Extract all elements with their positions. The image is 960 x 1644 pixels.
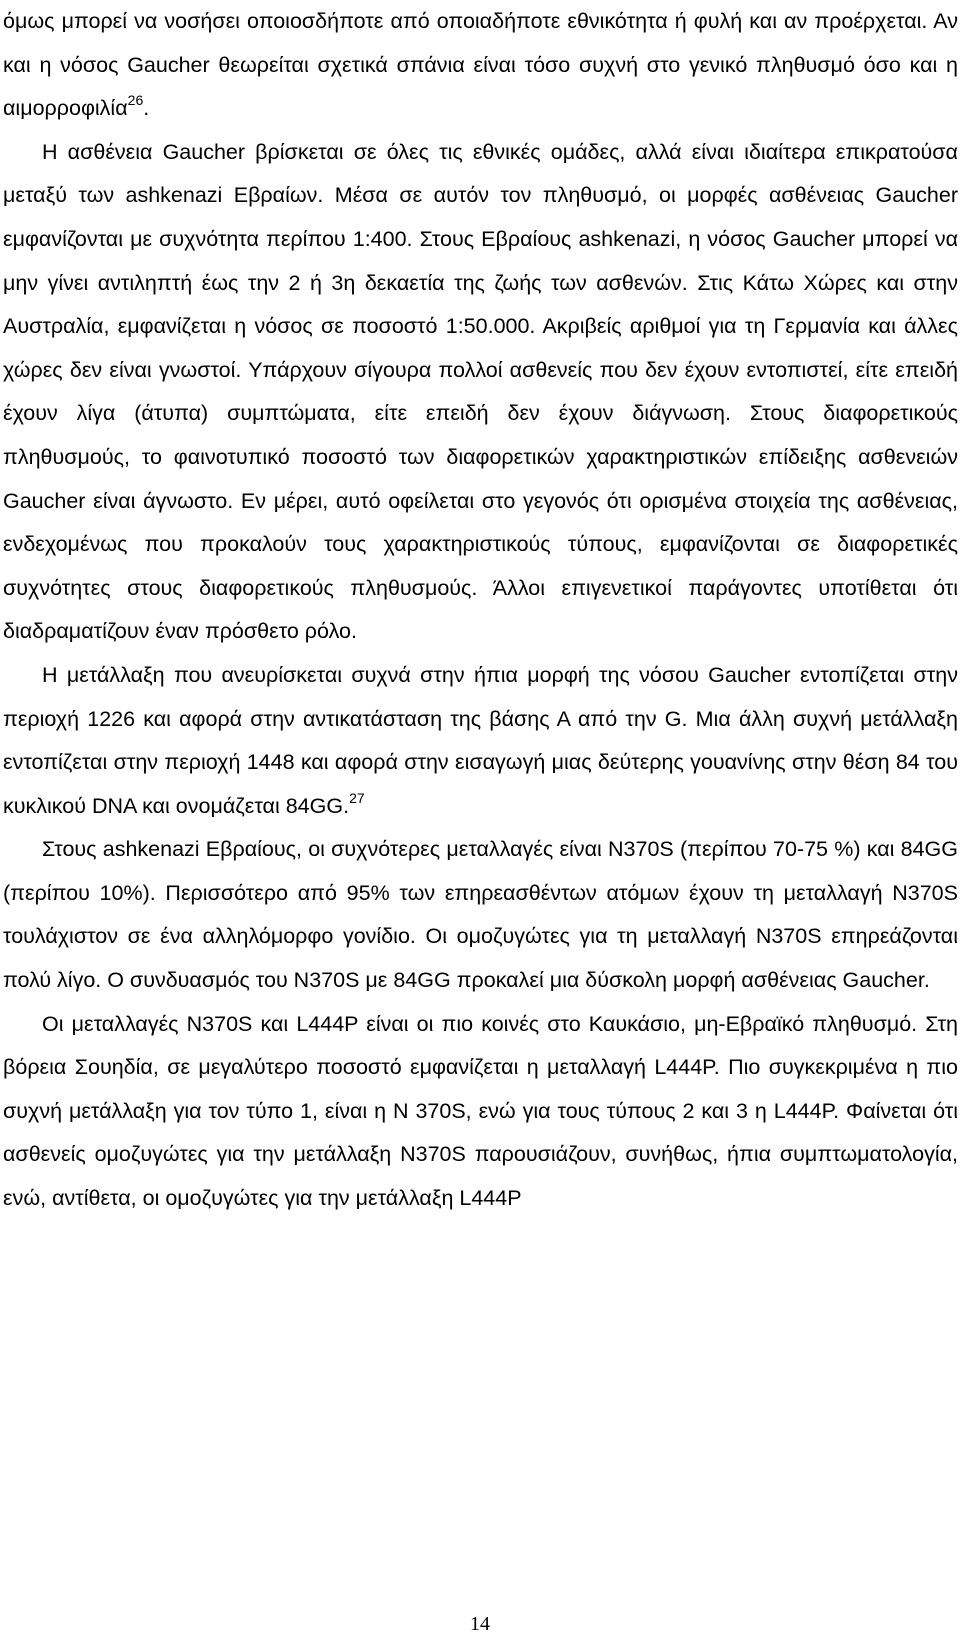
paragraph-1-text: όμως μπορεί να νοσήσει οποιοσδήποτε από οποιαδήποτε εθνικότητα ή φυλή και αν προέρχεται. Αν και η νόσος Gaucher θεωρείται σχετικά σπάνια είναι τόσο συχνή στο γενικό πληθυσμό όσο και η αιμορροφιλία (3, 9, 958, 121)
page-number: 14 (470, 1613, 490, 1635)
citation-26: 26 (127, 92, 144, 109)
paragraph-4: Στους ashkenazi Εβραίους, οι συχνότερες μεταλλαγές είναι N370S (περίπου 70-75 %) και 84GG (περίπου 10%). Περισσότερο από 95% των επηρεασθέντων ατόμων έχουν τη μεταλλαγή N370S τουλάχιστον σε ένα αλληλόμορφο γονίδιο. Οι ομοζυγώτες για τη μεταλλαγή N370S επηρεάζονται πολύ λίγο. Ο συνδυασμός του N370S με 84GG προκαλεί μια δύσκολη μορφή ασθένειας Gaucher. (3, 837, 958, 993)
document-body (3, 0, 958, 1221)
paragraph-5: Οι μεταλλαγές N370S και L444P είναι οι πιο κοινές στο Καυκάσιο, μη-Εβραϊκό πληθυσμό. Στη βόρεια Σουηδία, σε μεγαλύτερο ποσοστό εμφανίζεται η μεταλλαγή L444P. Πιο συγκεκριμένα η πιο συχνή μετάλλαξη για τον τύπο 1, είναι η N 370S, ενώ για τους τύπους 2 και 3 η L444P. Φαίνεται ότι ασθενείς ομοζυγώτες για την μετάλλαξη N370S παρουσιάζουν, συνήθως, ήπια συμπτωματολογία, ενώ, αντίθετα, οι ομοζυγώτες για την μετάλλαξη L444P (3, 1011, 959, 1211)
paragraph-2: Η ασθένεια Gaucher βρίσκεται σε όλες τις εθνικές ομάδες, αλλά είναι ιδιαίτερα επικρατούσα μεταξύ των ashkenazi Εβραίων. Μέσα σε αυτόν τον πληθυσμό, οι μορφές ασθένειας Gaucher εμφανίζονται με συχνότητα περίπου 1:400. Στους Εβραίους ashkenazi, η νόσος Gaucher μπορεί να μην γίνει αντιληπτή έως την 2 ή 3η δεκαετία της ζωής των ασθενών. Στις Κάτω Χώρες και στην Αυστραλία, εμφανίζεται η νόσος σε ποσοστό 1:50.000. Ακριβείς αριθμοί για τη Γερμανία και άλλες χώρες δεν είναι γνωστοί. Υπάρχουν σίγουρα πολλοί ασθενείς που δεν έχουν εντοπιστεί, είτε επειδή έχουν λίγα (άτυπα) συμπτώματα, είτε επειδή δεν έχουν διάγνωση. Στους διαφορετικούς πληθυσμούς, το φαινοτυπικό ποσοστό των διαφορετικών χαρακτηριστικών επίδειξης ασθενειών Gaucher είναι άγνωστο. Εν μέρει, αυτό οφείλεται στο γεγονός ότι ορισμένα στοιχεία της ασθένειας, ενδεχομένως που προκαλούν τους χαρακτηριστικούς τύπους, εμφανίζονται σε διαφορετικές συχνότητες στους διαφορετικούς πληθυσμούς. Άλλοι επιγενετικοί παράγοντες υποτίθεται ότι διαδραματίζουν έναν πρόσθετο ρόλο. (3, 139, 958, 644)
citation-27: 27 (349, 789, 365, 806)
paragraph-3-text: Η μετάλλαξη που ανευρίσκεται συχνά στην ήπια μορφή της νόσου Gaucher εντοπίζεται στην περιοχή 1226 και αφορά στην αντικατάσταση της βάσης Α από την G. Μια άλλη συχνή μετάλλαξη εντοπίζεται στην περιοχή 1448 και αφορά στην εισαγωγή μιας δεύτερης γουανίνης στην θέση 84 του κυκλικού DNA και ονομάζεται 84GG. (3, 662, 958, 818)
paragraph-1-end: . (143, 96, 150, 121)
paragraph-1 (3, 0, 958, 131)
paragraph-3 (3, 654, 958, 828)
